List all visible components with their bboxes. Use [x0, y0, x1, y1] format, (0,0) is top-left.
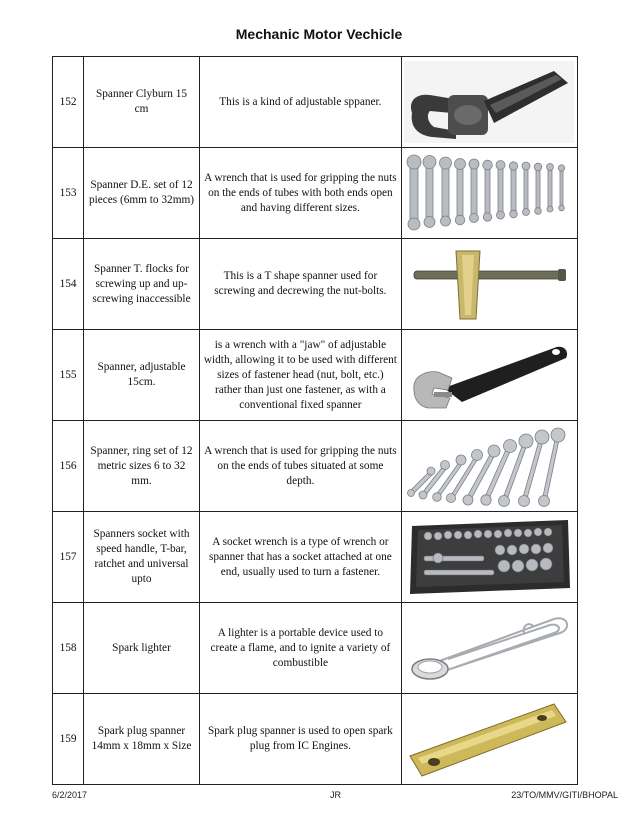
tool-description: This is a kind of adjustable sppaner.	[199, 57, 401, 148]
tool-name: Spanner D.E. set of 12 pieces (6mm to 32mm)	[84, 148, 200, 239]
ring-spanner-set-photo	[401, 421, 577, 512]
row-number: 155	[53, 330, 84, 421]
tool-name: Spanner, adjustable 15cm.	[84, 330, 200, 421]
adjustable-spanner-photo	[401, 330, 577, 421]
table-row	[53, 603, 578, 694]
tool-description: Spark plug spanner is used to open spark plug from IC Engines.	[199, 694, 401, 785]
spark-lighter-photo	[401, 603, 577, 694]
row-number: 152	[53, 57, 84, 148]
row-number: 159	[53, 694, 84, 785]
tool-description: A wrench that is used for gripping the nuts on the ends of tubes with both ends open and having different sizes.	[199, 148, 401, 239]
tool-name: Spanners socket with speed handle, T-bar, ratchet and universal upto	[84, 512, 200, 603]
tool-name: Spanner T. flocks for screwing up and up-screwing inaccessible	[84, 239, 200, 330]
tool-name: Spark lighter	[84, 603, 200, 694]
footer-author: JR	[330, 790, 341, 800]
tool-description: A lighter is a portable device used to create a flame, and to ignite a variety of combustible	[199, 603, 401, 694]
spark-plug-spanner-photo	[401, 694, 577, 785]
t-spanner-photo	[401, 239, 577, 330]
socket-set-case-photo	[401, 512, 577, 603]
row-number: 157	[53, 512, 84, 603]
tool-name: Spanner, ring set of 12 metric sizes 6 to 32 mm.	[84, 421, 200, 512]
double-end-spanner-set-photo	[401, 148, 577, 239]
tool-description: A socket wrench is a type of wrench or spanner that has a socket attached at one end, usually used to turn a fastener.	[199, 512, 401, 603]
row-number: 158	[53, 603, 84, 694]
table-row	[53, 239, 578, 330]
table-row	[53, 330, 578, 421]
table-row	[53, 57, 578, 148]
tool-name: Spark plug spanner 14mm x 18mm x Size	[84, 694, 200, 785]
table-row	[53, 512, 578, 603]
tool-description: A wrench that is used for gripping the nuts on the ends of tubes situated at some depth.	[199, 421, 401, 512]
tool-description: This is a T shape spanner used for screwing and decrewing the nut-bolts.	[199, 239, 401, 330]
table-row	[53, 694, 578, 785]
row-number: 153	[53, 148, 84, 239]
page-title: Mechanic Motor Vechicle	[235, 26, 403, 42]
row-number: 156	[53, 421, 84, 512]
tools-table	[52, 56, 578, 785]
table-row	[53, 148, 578, 239]
row-number: 154	[53, 239, 84, 330]
table-row	[53, 421, 578, 512]
footer-code: 23/TO/MMV/GITI/BHOPAL	[511, 790, 618, 800]
clyburn-spanner-photo	[401, 57, 577, 148]
tool-name: Spanner Clyburn 15 cm	[84, 57, 200, 148]
tool-description: is a wrench with a "jaw" of adjustable width, allowing it to be used with different sizes of fastener head (nut, bolt, etc.) rather than just one fastener, as with a conventional fixed spanner	[199, 330, 401, 421]
footer-date: 6/2/2017	[52, 790, 88, 800]
